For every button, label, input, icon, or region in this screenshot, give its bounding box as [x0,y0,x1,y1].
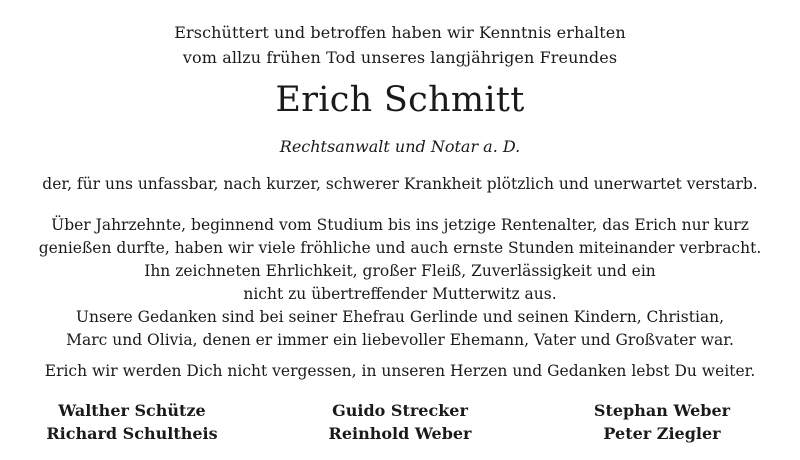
closing-line: Erich wir werden Dich nicht vergessen, in unseren Herzen und Gedanken lebst Du weiter. [44,362,756,380]
signatory-name: Guido Strecker [332,401,468,420]
signatory-name: Reinhold Weber [328,424,472,443]
tribute-line-5: Unsere Gedanken sind bei seiner Ehefrau Gerlinde und seinen Kindern, Christian, [75,308,725,326]
tribute-line-3: Ihn zeichneten Ehrlichkeit, großer Fleiß, Zuverlässigkeit und ein [144,262,656,280]
intro-line-1: Erschüttert und betroffen haben wir Kenntnis erhalten [174,23,626,42]
intro-line-2: vom allzu frühen Tod unseres langjährigen Freundes [182,48,618,67]
tribute-line-2: genießen durfte, haben wir viele fröhliche und auch ernste Stunden miteinander verbracht. [38,239,762,257]
tribute-line-1: Über Jahrzehnte, beginnend vom Studium bis ins jetzige Rentenalter, das Erich nur kurz [51,216,749,234]
signatory-name: Peter Ziegler [603,424,721,443]
signatory-name: Stephan Weber [593,401,731,420]
tribute-line-6: Marc und Olivia, denen er immer ein liebevoller Ehemann, Vater und Großvater war. [66,331,734,349]
signatory-name: Richard Schultheis [46,424,218,443]
statement-line: der, für uns unfassbar, nach kurzer, schwerer Krankheit plötzlich und unerwartet verstarb. [42,175,758,193]
deceased-name: Erich Schmitt [275,80,525,120]
tribute-line-4: nicht zu übertreffender Mutterwitz aus. [243,285,557,303]
signatory-name: Walther Schütze [58,401,206,420]
deceased-title: Rechtsanwalt und Notar a. D. [279,137,521,156]
